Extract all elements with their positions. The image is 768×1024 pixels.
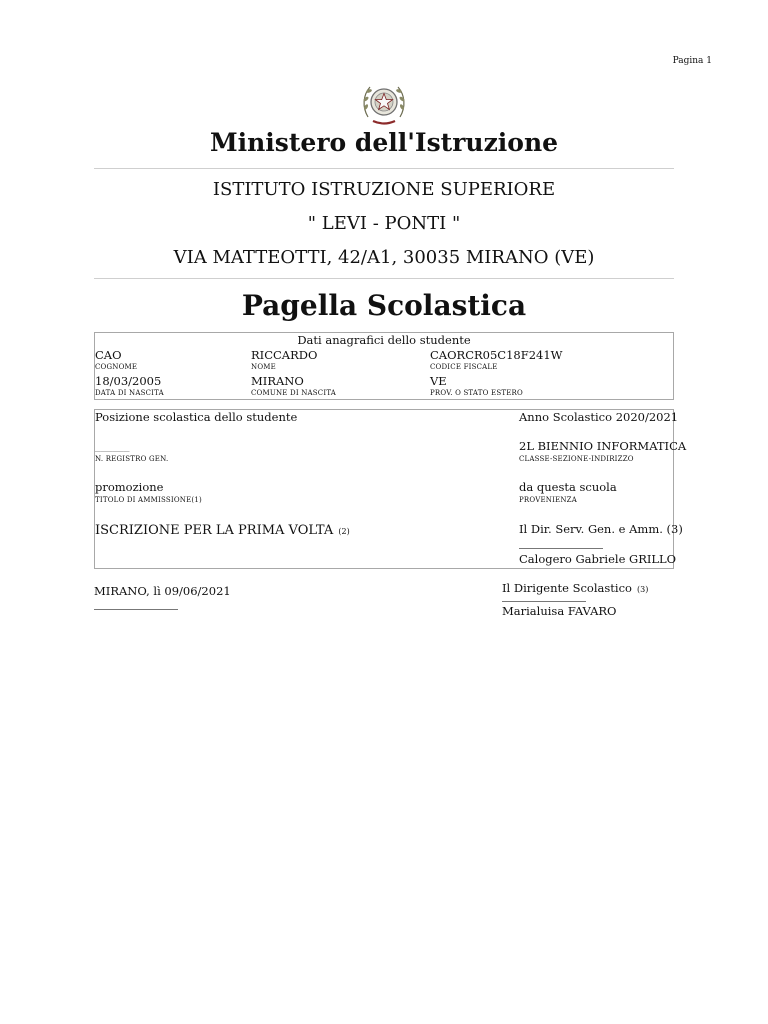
surname-label: COGNOME [95,363,138,371]
school-year: Anno Scolastico 2020/2021 [519,410,679,424]
signature-line [519,548,603,549]
signature-line [502,601,586,602]
school-type: ISTITUTO ISTRUZIONE SUPERIORE [212,179,556,200]
birth-date-value: 18/03/2005 [95,374,162,388]
class-label: CLASSE-SEZIONE-INDIRIZZO [519,455,634,463]
tax-code-value: CAORCR05C18F241W [430,348,563,362]
birth-place-value: MIRANO [251,374,304,388]
emblem-icon [358,77,410,129]
school-name: " LEVI - PONTI " [307,213,461,234]
admission-label: TITOLO DI AMMISSIONE(1) [95,496,202,504]
register-blank: ______ [95,438,130,452]
school-address: VIA MATTEOTTI, 42/A1, 30035 MIRANO (VE) [173,247,595,268]
principal-title-line [502,577,648,596]
divider [94,278,674,279]
birth-place-label: COMUNE DI NASCITA [251,389,337,397]
register-label: N. REGISTRO GEN. [95,455,169,463]
document-title: Pagella Scolastica [241,289,527,322]
director-title: Il Dir. Serv. Gen. e Amm. (3) [519,522,683,536]
student-section-title: Dati anagrafici dello studente [297,333,471,347]
origin-value: da questa scuola [519,480,617,494]
enrollment-line [95,519,350,538]
enrollment-note: (2) [338,527,350,536]
ministry-title: Ministero dell'Istruzione [209,128,559,157]
principal-name: Marialuisa FAVARO [502,604,617,618]
divider [94,168,674,169]
director-name: Calogero Gabriele GRILLO [519,552,677,566]
province-value: VE [430,374,447,388]
name-label: NOME [251,363,276,371]
enrollment-value: ISCRIZIONE PER LA PRIMA VOLTA [95,523,334,538]
position-section-title: Posizione scolastica dello studente [95,410,298,424]
birth-date-label: DATA DI NASCITA [95,389,164,397]
name-value: RICCARDO [251,348,318,362]
principal-note: (3) [637,585,649,594]
signature-line [94,609,178,610]
class-value: 2L BIENNIO INFORMATICA [519,439,687,453]
principal-title: Il Dirigente Scolastico [502,581,632,595]
origin-label: PROVENIENZA [519,496,578,504]
province-label: PROV. O STATO ESTERO [430,389,523,397]
surname-value: CAO [95,348,122,362]
page-number: Pagina 1 [672,56,712,66]
tax-code-label: CODICE FISCALE [430,363,498,371]
place-date: MIRANO, lì 09/06/2021 [94,584,231,598]
admission-value: promozione [95,480,164,494]
